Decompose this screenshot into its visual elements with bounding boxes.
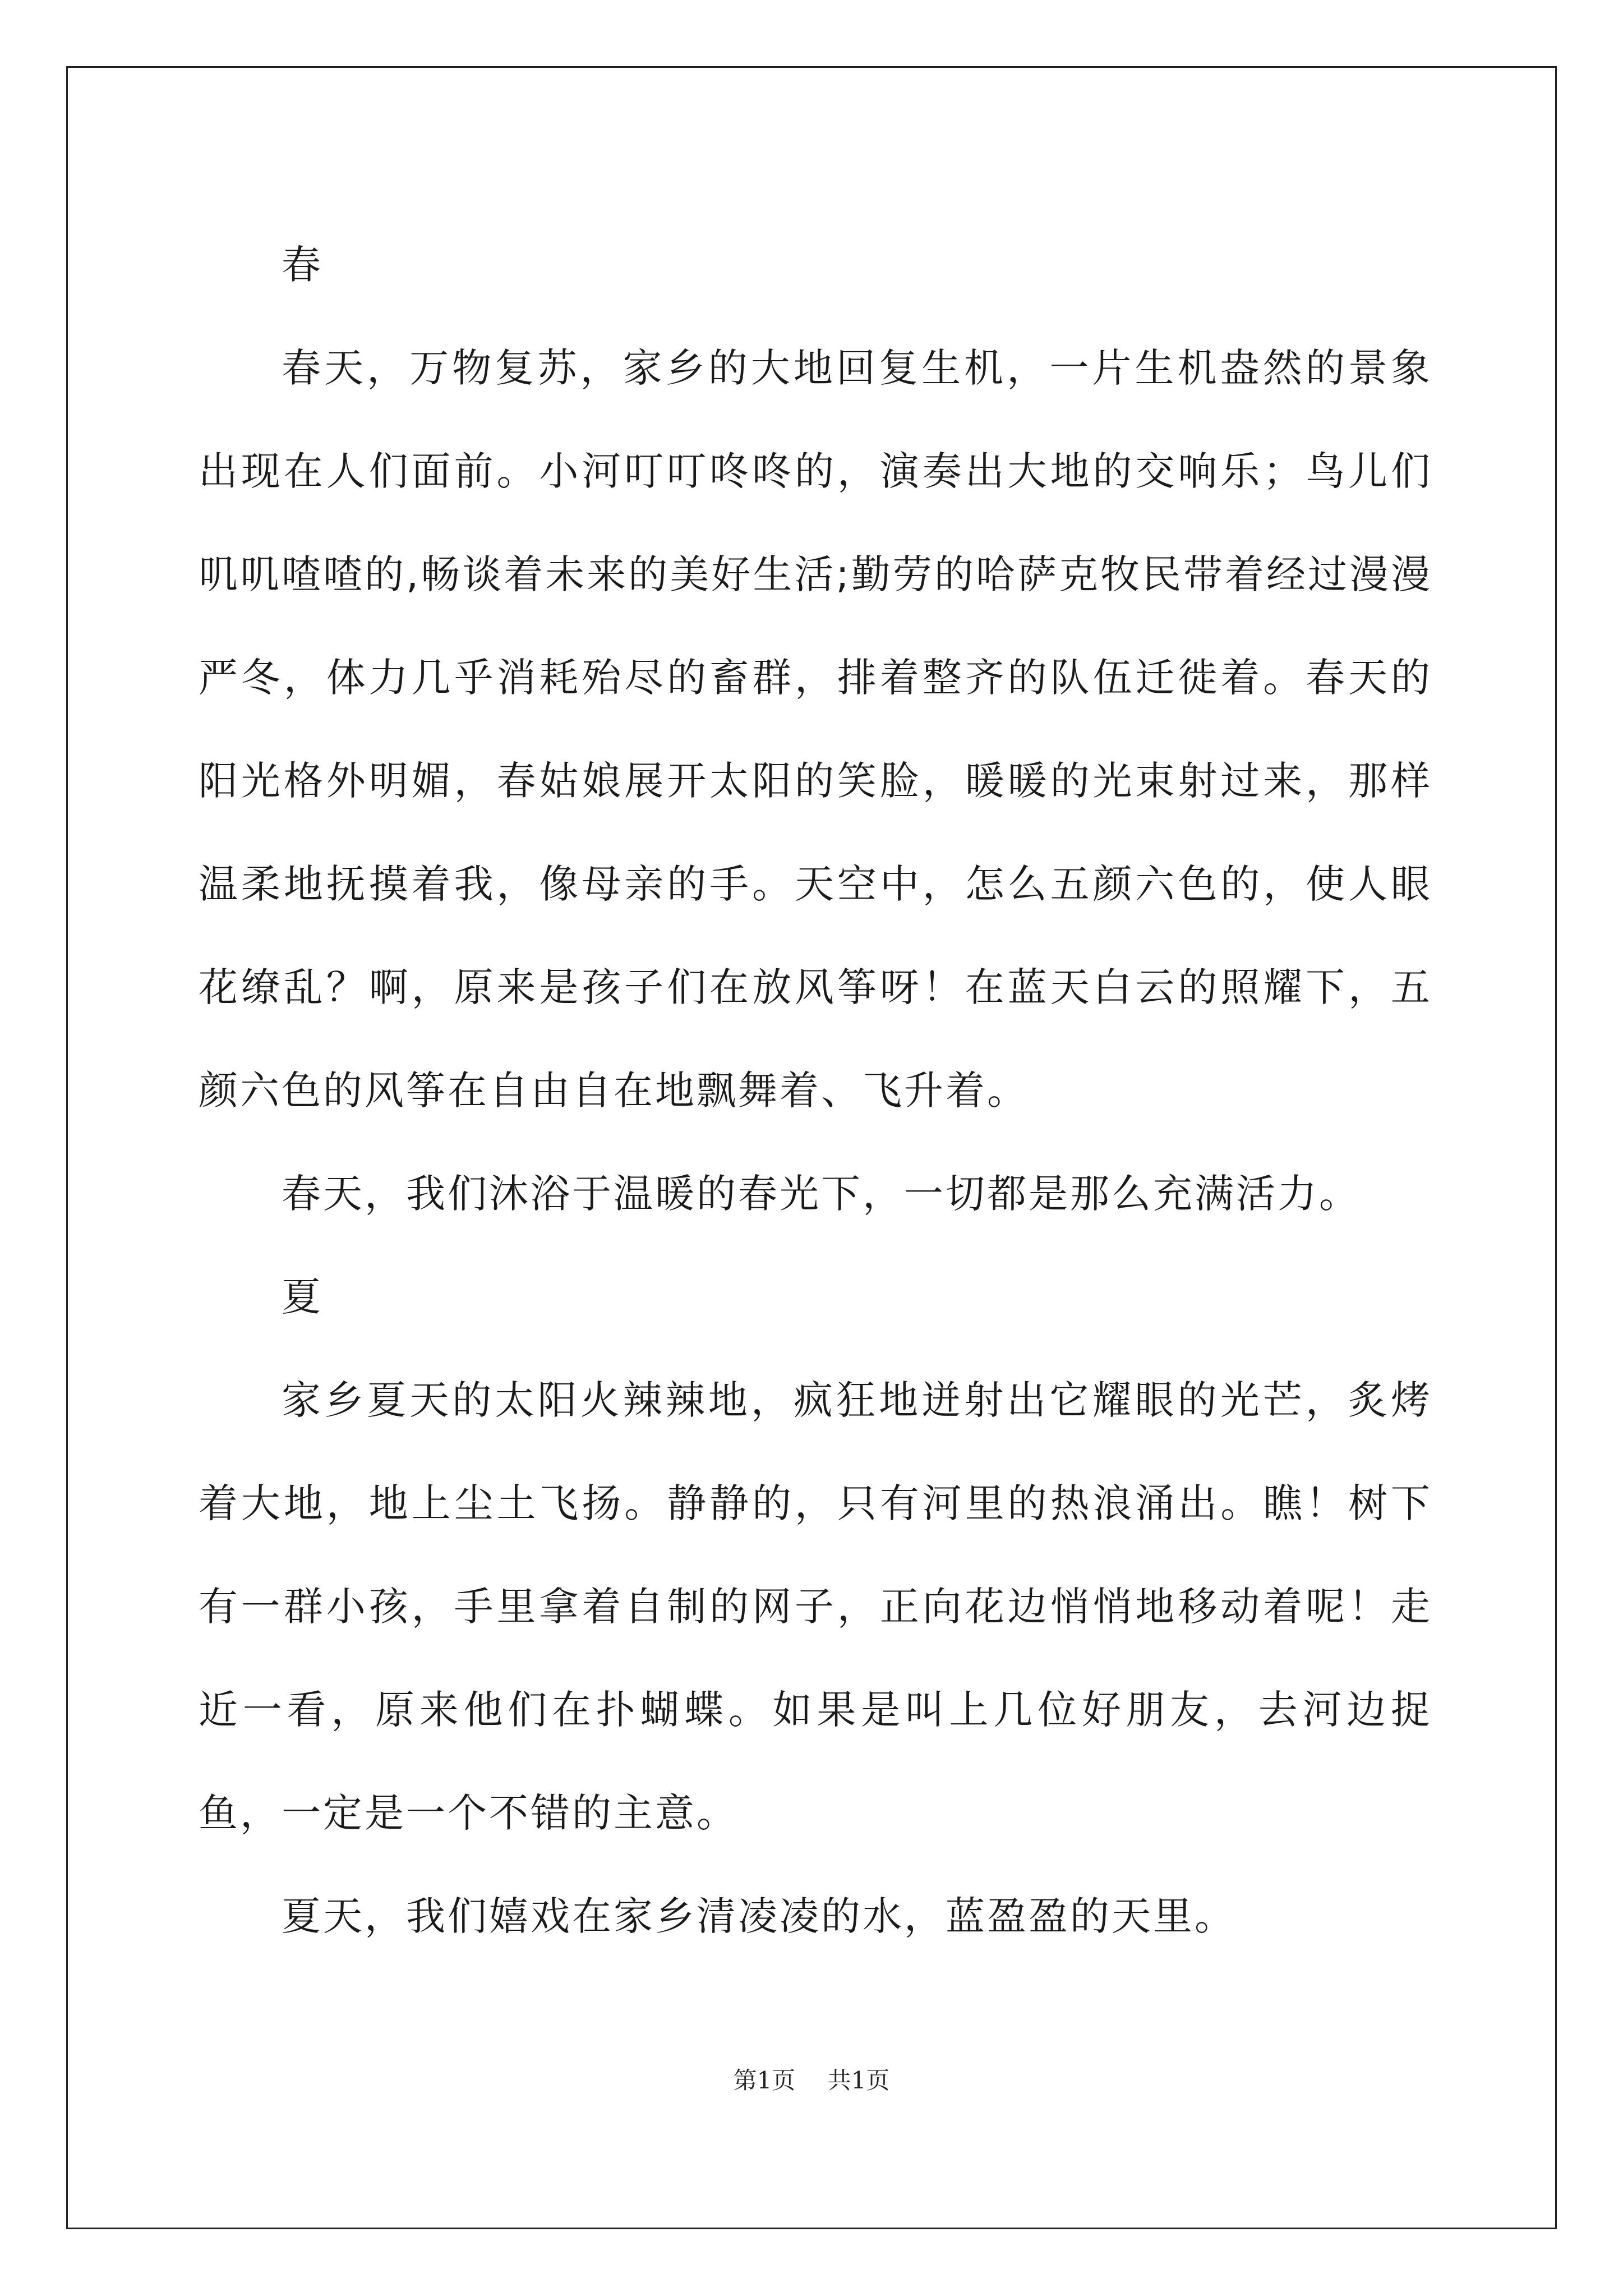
paragraph-summer-summary: 夏天，我们嬉戏在家乡清凌凌的水，蓝盈盈的天里。 bbox=[282, 1893, 1236, 1939]
page-number: 第1页 bbox=[733, 2067, 796, 2094]
section-heading-spring: 春 bbox=[282, 242, 323, 288]
paragraph-summer-description: 家乡夏天的太阳火辣辣地，疯狂地迸射出它耀眼的光芒，炙烤着大地，地上尘土飞扬。静静的，只有河里的热浪涌出。瞧！树下有一群小孩，手里拿着自制的网子，正向花边悄悄地移动着呢！走近一看，原来他们在扑蝴蝶。如果是叫上几位好朋友，去河边捉鱼，一定是一个不错的主意。 bbox=[199, 1377, 1432, 1836]
document-body bbox=[199, 213, 1432, 1968]
page-footer bbox=[0, 2062, 1623, 2096]
paragraph-spring-description: 春天，万物复苏，家乡的大地回复生机，一片生机盎然的景象出现在人们面前。小河叮叮咚咚的，演奏出大地的交响乐；鸟儿们叽叽喳喳的,畅谈着未来的美好生活;勤劳的哈萨克牧民带着经过漫漫严冬，体力几乎消耗殆尽的畜群，排着整齐的队伍迁徙着。春天的阳光格外明媚，春姑娘展开太阳的笑脸，暖暖的光束射过来，那样温柔地抚摸着我，像母亲的手。天空中，怎么五颜六色的，使人眼花缭乱？啊，原来是孩子们在放风筝呀！在蓝天白云的照耀下，五颜六色的风筝在自由自在地飘舞着、飞升着。 bbox=[199, 345, 1432, 1114]
section-heading-summer: 夏 bbox=[282, 1274, 323, 1320]
paragraph-spring-summary: 春天，我们沐浴于温暖的春光下，一切都是那么充满活力。 bbox=[282, 1171, 1361, 1217]
page-total: 共1页 bbox=[827, 2067, 890, 2094]
